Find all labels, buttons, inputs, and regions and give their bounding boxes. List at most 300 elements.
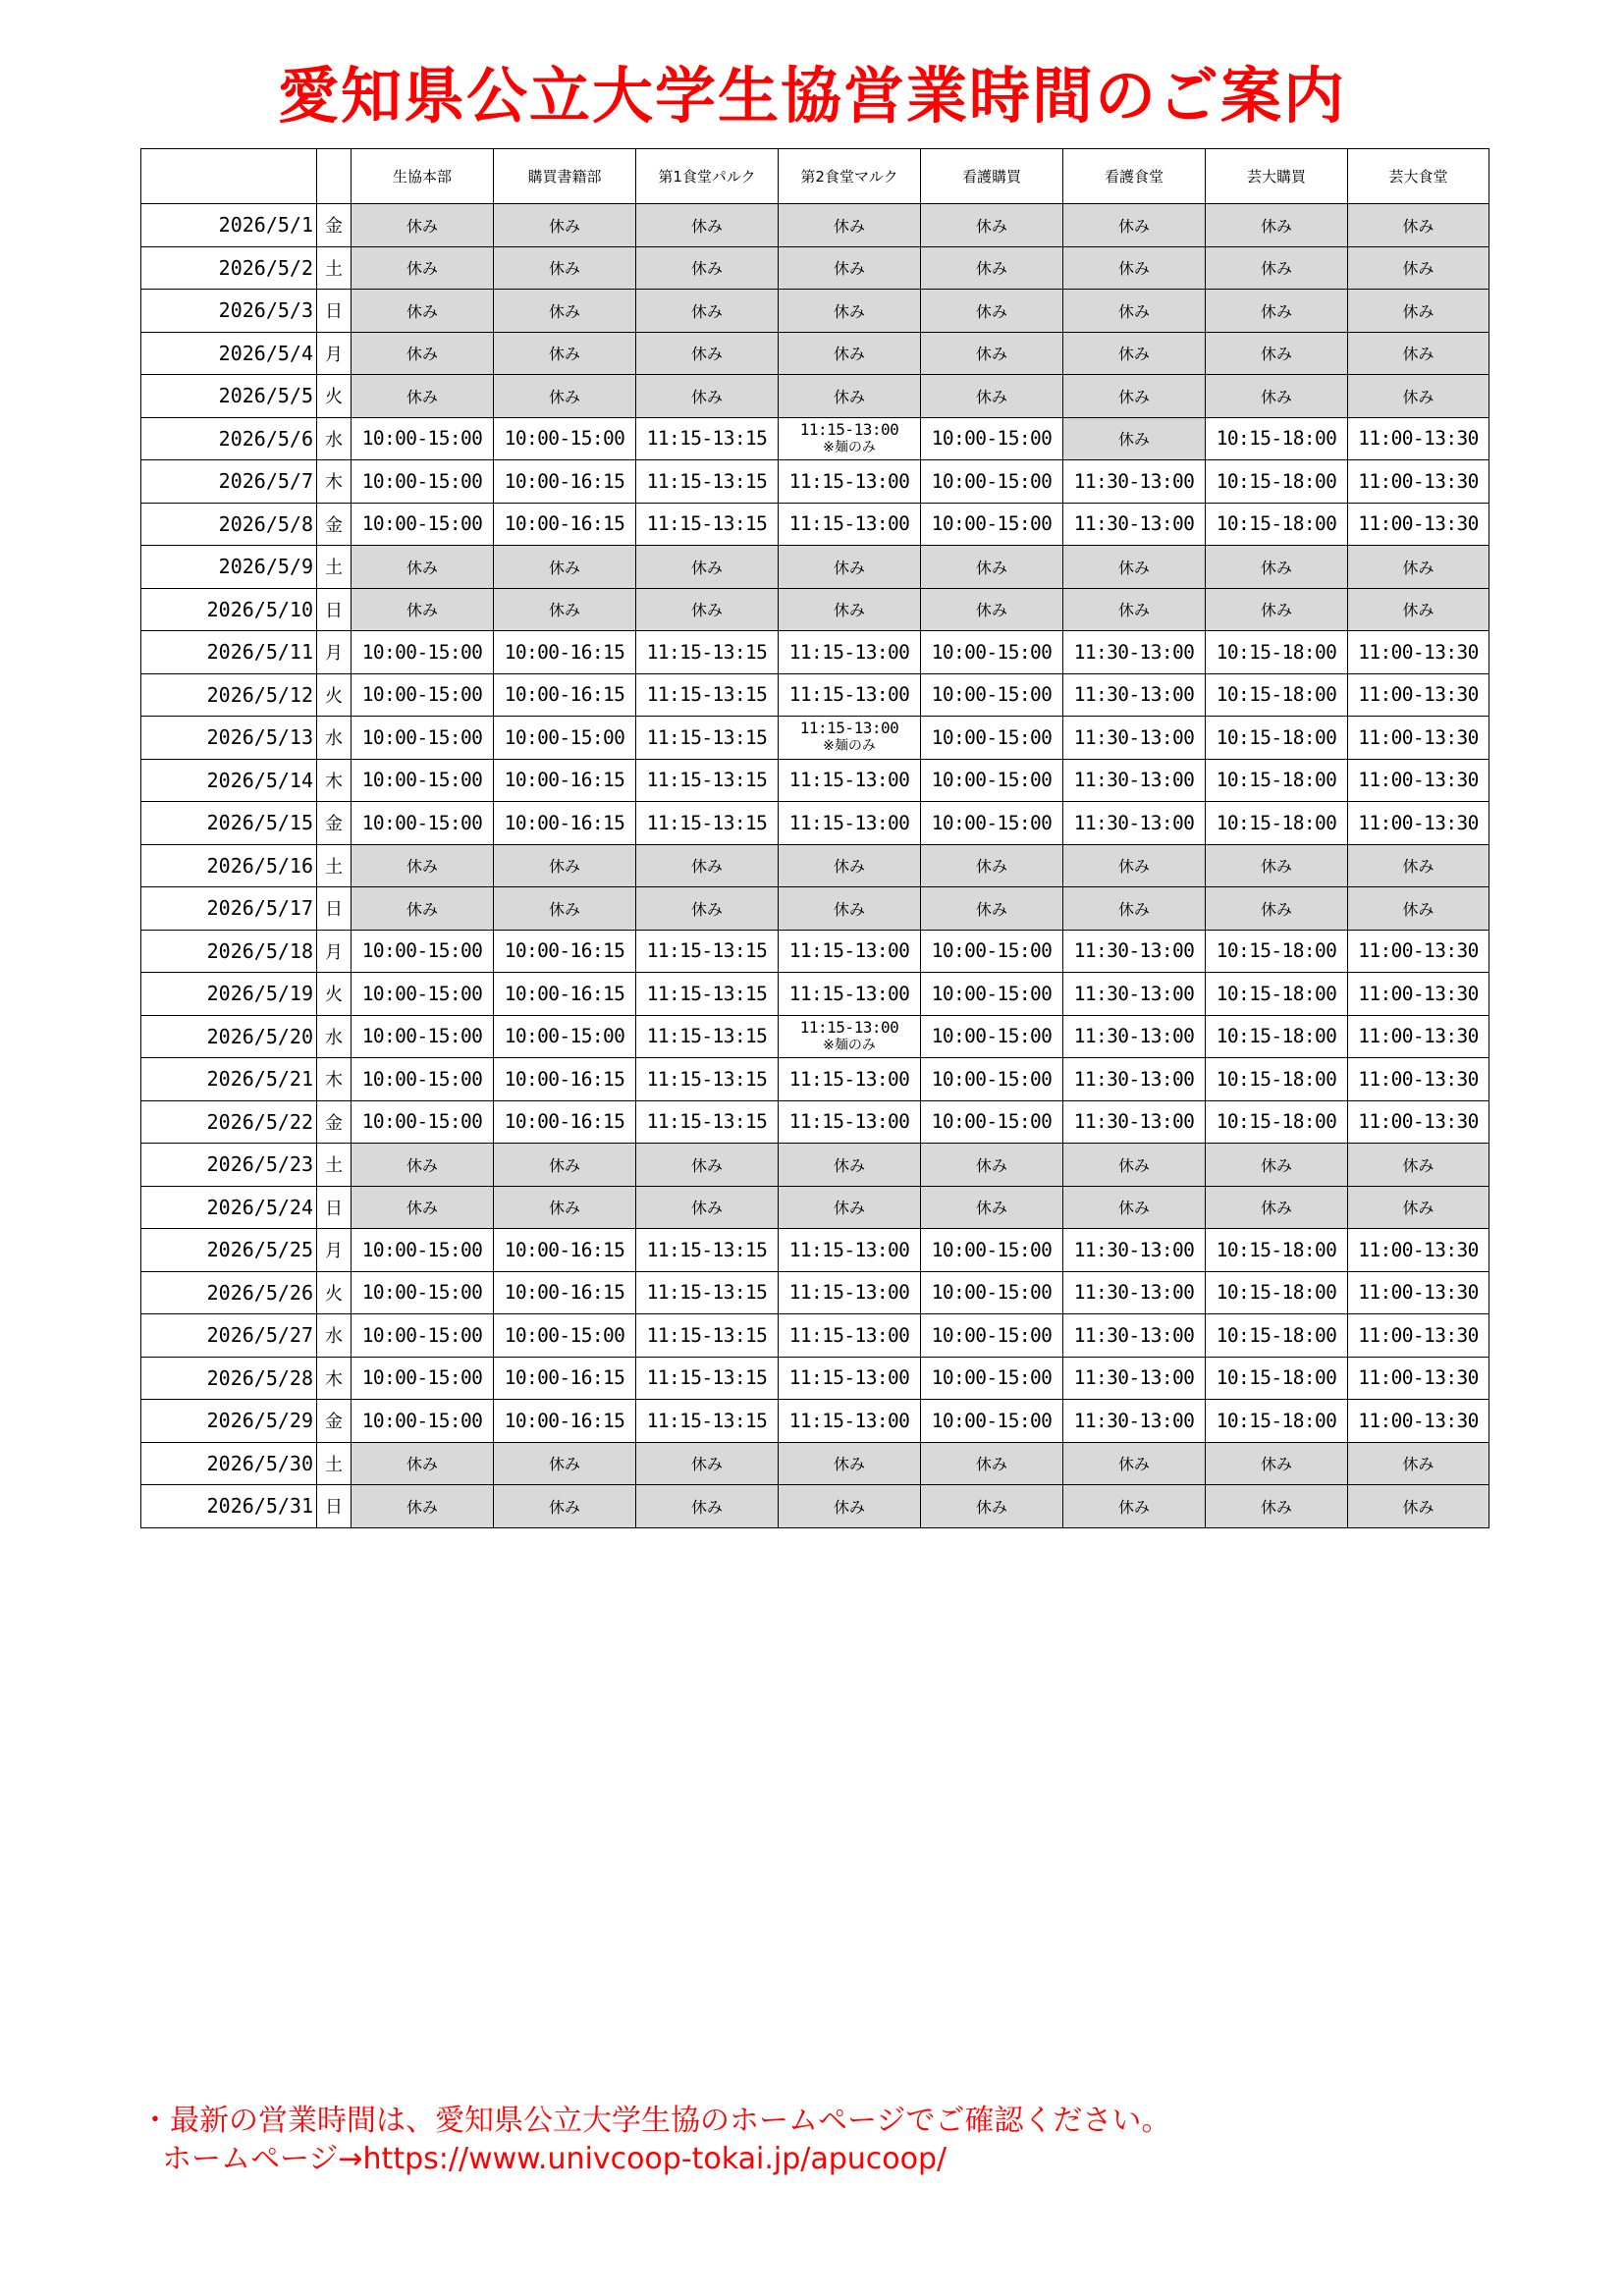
closed-cell: 休み bbox=[921, 375, 1063, 418]
hours-cell: 10:00-15:00 bbox=[352, 460, 494, 504]
hours-cell: 10:00-15:00 bbox=[921, 759, 1063, 802]
weekday-cell: 土 bbox=[317, 1442, 352, 1485]
hours-cell: 11:30-13:00 bbox=[1063, 1400, 1206, 1443]
date-cell: 2026/5/21 bbox=[141, 1058, 317, 1101]
hours-cell: 10:00-15:00 bbox=[352, 973, 494, 1016]
closed-cell: 休み bbox=[494, 1485, 636, 1528]
hours-cell: 11:15-13:15 bbox=[636, 1015, 779, 1058]
closed-cell: 休み bbox=[1063, 246, 1206, 290]
closed-cell: 休み bbox=[494, 246, 636, 290]
table-row bbox=[141, 1357, 1489, 1400]
hours-cell: 11:00-13:30 bbox=[1348, 973, 1489, 1016]
weekday-cell: 土 bbox=[317, 246, 352, 290]
hours-cell: 11:00-13:30 bbox=[1348, 930, 1489, 973]
closed-cell: 休み bbox=[494, 290, 636, 333]
closed-cell: 休み bbox=[1206, 246, 1348, 290]
closed-cell: 休み bbox=[1063, 1186, 1206, 1229]
closed-cell: 休み bbox=[352, 1442, 494, 1485]
hours-cell: 11:15-13:15 bbox=[636, 1058, 779, 1101]
closed-cell: 休み bbox=[494, 204, 636, 247]
hours-cell: 11:30-13:00 bbox=[1063, 1271, 1206, 1314]
hours-cell: 11:00-13:30 bbox=[1348, 1314, 1489, 1358]
weekday-cell: 日 bbox=[317, 887, 352, 931]
closed-cell: 休み bbox=[1348, 290, 1489, 333]
hours-cell: 11:00-13:30 bbox=[1348, 503, 1489, 546]
table-row bbox=[141, 204, 1489, 247]
date-cell: 2026/5/18 bbox=[141, 930, 317, 973]
hours-cell: 10:15-18:00 bbox=[1206, 1058, 1348, 1101]
closed-cell: 休み bbox=[1206, 204, 1348, 247]
closed-cell: 休み bbox=[921, 1144, 1063, 1187]
weekday-cell: 木 bbox=[317, 1058, 352, 1101]
hours-cell: 10:00-15:00 bbox=[921, 1100, 1063, 1144]
hours-cell: 10:00-15:00 bbox=[921, 673, 1063, 717]
weekday-cell: 金 bbox=[317, 503, 352, 546]
hours-cell: 10:15-18:00 bbox=[1206, 1271, 1348, 1314]
column-header: 第1食堂パルク bbox=[636, 149, 779, 204]
date-cell: 2026/5/29 bbox=[141, 1400, 317, 1443]
header-blank-date bbox=[141, 149, 317, 204]
closed-cell: 休み bbox=[494, 1186, 636, 1229]
hours-cell: 10:15-18:00 bbox=[1206, 1314, 1348, 1358]
date-cell: 2026/5/30 bbox=[141, 1442, 317, 1485]
closed-cell: 休み bbox=[636, 588, 779, 631]
schedule-body bbox=[141, 204, 1489, 1528]
date-cell: 2026/5/23 bbox=[141, 1144, 317, 1187]
closed-cell: 休み bbox=[1063, 887, 1206, 931]
date-cell: 2026/5/16 bbox=[141, 844, 317, 887]
closed-cell: 休み bbox=[352, 844, 494, 887]
hours-cell: 11:15-13:00 bbox=[779, 1229, 921, 1272]
weekday-cell: 土 bbox=[317, 1144, 352, 1187]
hours-cell: 10:00-16:15 bbox=[494, 631, 636, 674]
closed-cell: 休み bbox=[636, 375, 779, 418]
hours-cell: 10:00-15:00 bbox=[352, 802, 494, 845]
weekday-cell: 水 bbox=[317, 417, 352, 460]
closed-cell: 休み bbox=[494, 588, 636, 631]
hours-cell: 11:00-13:30 bbox=[1348, 1058, 1489, 1101]
closed-cell: 休み bbox=[1348, 332, 1489, 375]
table-row bbox=[141, 1442, 1489, 1485]
hours-cell: 11:15-13:00 bbox=[779, 673, 921, 717]
closed-cell: 休み bbox=[352, 887, 494, 931]
weekday-cell: 火 bbox=[317, 973, 352, 1016]
date-cell: 2026/5/13 bbox=[141, 717, 317, 760]
hours-cell: 10:00-15:00 bbox=[921, 973, 1063, 1016]
weekday-cell: 日 bbox=[317, 1485, 352, 1528]
table-row bbox=[141, 844, 1489, 887]
hours-cell: 10:00-16:15 bbox=[494, 1271, 636, 1314]
hours-cell: 11:30-13:00 bbox=[1063, 673, 1206, 717]
date-cell: 2026/5/8 bbox=[141, 503, 317, 546]
hours-cell: 10:00-15:00 bbox=[352, 417, 494, 460]
hours-cell: 10:00-15:00 bbox=[352, 930, 494, 973]
date-cell: 2026/5/6 bbox=[141, 417, 317, 460]
hours-cell: 10:00-15:00 bbox=[921, 503, 1063, 546]
column-header: 芸大購買 bbox=[1206, 149, 1348, 204]
closed-cell: 休み bbox=[779, 332, 921, 375]
hours-cell: 11:30-13:00 bbox=[1063, 802, 1206, 845]
hours-cell: 11:30-13:00 bbox=[1063, 1100, 1206, 1144]
weekday-cell: 月 bbox=[317, 332, 352, 375]
hours-cell: 11:15-13:00 bbox=[779, 930, 921, 973]
hours-cell: 10:00-16:15 bbox=[494, 802, 636, 845]
table-row bbox=[141, 1100, 1489, 1144]
table-row bbox=[141, 802, 1489, 845]
hours-cell: 10:00-16:15 bbox=[494, 460, 636, 504]
date-cell: 2026/5/14 bbox=[141, 759, 317, 802]
hours-cell: 10:15-18:00 bbox=[1206, 930, 1348, 973]
date-cell: 2026/5/28 bbox=[141, 1357, 317, 1400]
hours-cell: 11:15-13:15 bbox=[636, 1357, 779, 1400]
closed-cell: 休み bbox=[494, 1144, 636, 1187]
closed-cell: 休み bbox=[779, 844, 921, 887]
date-cell: 2026/5/24 bbox=[141, 1186, 317, 1229]
hours-cell: 10:00-15:00 bbox=[921, 1015, 1063, 1058]
closed-cell: 休み bbox=[1348, 887, 1489, 931]
hours-cell: 10:00-15:00 bbox=[921, 1058, 1063, 1101]
closed-cell: 休み bbox=[352, 246, 494, 290]
closed-cell: 休み bbox=[636, 204, 779, 247]
closed-cell: 休み bbox=[779, 375, 921, 418]
hours-cell: 10:00-15:00 bbox=[921, 1357, 1063, 1400]
hours-cell: 10:15-18:00 bbox=[1206, 417, 1348, 460]
weekday-cell: 月 bbox=[317, 1229, 352, 1272]
weekday-cell: 日 bbox=[317, 1186, 352, 1229]
hours-cell: 11:00-13:30 bbox=[1348, 1271, 1489, 1314]
column-header: 芸大食堂 bbox=[1348, 149, 1489, 204]
closed-cell: 休み bbox=[494, 844, 636, 887]
date-cell: 2026/5/9 bbox=[141, 546, 317, 589]
hours-cell: 10:15-18:00 bbox=[1206, 802, 1348, 845]
closed-cell: 休み bbox=[1063, 844, 1206, 887]
date-cell: 2026/5/22 bbox=[141, 1100, 317, 1144]
closed-cell: 休み bbox=[1348, 588, 1489, 631]
closed-cell: 休み bbox=[921, 290, 1063, 333]
special-hours-time: 11:15-13:00 bbox=[799, 419, 899, 439]
hours-cell: 11:15-13:00 bbox=[779, 759, 921, 802]
closed-cell: 休み bbox=[921, 546, 1063, 589]
special-hours-time: 11:15-13:00 bbox=[799, 1017, 899, 1037]
column-header: 第2食堂マルク bbox=[779, 149, 921, 204]
hours-cell: 10:00-15:00 bbox=[921, 417, 1063, 460]
hours-cell: 10:15-18:00 bbox=[1206, 631, 1348, 674]
hours-cell: 11:15-13:15 bbox=[636, 1400, 779, 1443]
hours-cell: 11:30-13:00 bbox=[1063, 930, 1206, 973]
hours-cell: 11:15-13:00 bbox=[779, 1271, 921, 1314]
weekday-cell: 木 bbox=[317, 759, 352, 802]
weekday-cell: 木 bbox=[317, 460, 352, 504]
weekday-cell: 月 bbox=[317, 930, 352, 973]
closed-cell: 休み bbox=[636, 1485, 779, 1528]
closed-cell: 休み bbox=[352, 1485, 494, 1528]
closed-cell: 休み bbox=[921, 246, 1063, 290]
closed-cell: 休み bbox=[921, 1485, 1063, 1528]
hours-cell: 10:00-16:15 bbox=[494, 930, 636, 973]
weekday-cell: 日 bbox=[317, 290, 352, 333]
closed-cell: 休み bbox=[1206, 332, 1348, 375]
hours-cell: 11:15-13:00 bbox=[779, 1357, 921, 1400]
closed-cell: 休み bbox=[779, 887, 921, 931]
hours-cell: 11:15-13:00 bbox=[779, 802, 921, 845]
hours-cell: 10:00-15:00 bbox=[494, 1314, 636, 1358]
hours-cell: 10:00-15:00 bbox=[352, 1058, 494, 1101]
header-row bbox=[141, 149, 1489, 204]
table-row bbox=[141, 1144, 1489, 1187]
date-cell: 2026/5/26 bbox=[141, 1271, 317, 1314]
special-hours-time: 11:15-13:00 bbox=[799, 719, 899, 738]
weekday-cell: 火 bbox=[317, 673, 352, 717]
hours-cell: 10:15-18:00 bbox=[1206, 503, 1348, 546]
hours-cell: 10:00-15:00 bbox=[352, 673, 494, 717]
column-header: 生協本部 bbox=[352, 149, 494, 204]
weekday-cell: 水 bbox=[317, 717, 352, 760]
special-hours-cell bbox=[779, 417, 921, 460]
hours-cell: 11:00-13:30 bbox=[1348, 1357, 1489, 1400]
date-cell: 2026/5/7 bbox=[141, 460, 317, 504]
hours-cell: 10:15-18:00 bbox=[1206, 1400, 1348, 1443]
closed-cell: 休み bbox=[494, 546, 636, 589]
closed-cell: 休み bbox=[1206, 1442, 1348, 1485]
date-cell: 2026/5/2 bbox=[141, 246, 317, 290]
closed-cell: 休み bbox=[1063, 290, 1206, 333]
hours-cell: 11:30-13:00 bbox=[1063, 503, 1206, 546]
table-row bbox=[141, 759, 1489, 802]
hours-cell: 10:00-16:15 bbox=[494, 1357, 636, 1400]
closed-cell: 休み bbox=[636, 1144, 779, 1187]
date-cell: 2026/5/25 bbox=[141, 1229, 317, 1272]
hours-cell: 11:00-13:30 bbox=[1348, 1400, 1489, 1443]
closed-cell: 休み bbox=[779, 1442, 921, 1485]
hours-cell: 10:15-18:00 bbox=[1206, 460, 1348, 504]
table-row bbox=[141, 1058, 1489, 1101]
table-row bbox=[141, 1186, 1489, 1229]
footer-note: ・最新の営業時間は、愛知県公立大学生協のホームページでご確認ください。 bbox=[140, 2104, 1171, 2138]
closed-cell: 休み bbox=[1063, 204, 1206, 247]
closed-cell: 休み bbox=[494, 332, 636, 375]
special-hours-cell bbox=[779, 1015, 921, 1058]
weekday-cell: 水 bbox=[317, 1314, 352, 1358]
hours-cell: 10:15-18:00 bbox=[1206, 1015, 1348, 1058]
hours-cell: 11:15-13:15 bbox=[636, 717, 779, 760]
weekday-cell: 火 bbox=[317, 1271, 352, 1314]
hours-cell: 11:15-13:15 bbox=[636, 1100, 779, 1144]
closed-cell: 休み bbox=[1063, 546, 1206, 589]
closed-cell: 休み bbox=[636, 1186, 779, 1229]
hours-cell: 10:15-18:00 bbox=[1206, 759, 1348, 802]
hours-cell: 11:15-13:00 bbox=[779, 503, 921, 546]
special-hours-note: ※麺のみ bbox=[823, 439, 876, 455]
closed-cell: 休み bbox=[779, 204, 921, 247]
table-row bbox=[141, 973, 1489, 1016]
hours-cell: 11:00-13:30 bbox=[1348, 673, 1489, 717]
closed-cell: 休み bbox=[636, 290, 779, 333]
hours-cell: 11:30-13:00 bbox=[1063, 1357, 1206, 1400]
closed-cell: 休み bbox=[636, 887, 779, 931]
hours-cell: 10:00-15:00 bbox=[494, 417, 636, 460]
hours-cell: 10:00-15:00 bbox=[352, 1400, 494, 1443]
hours-cell: 10:00-15:00 bbox=[352, 631, 494, 674]
table-row bbox=[141, 631, 1489, 674]
hours-cell: 10:00-15:00 bbox=[352, 1314, 494, 1358]
hours-cell: 11:15-13:00 bbox=[779, 973, 921, 1016]
table-row bbox=[141, 1271, 1489, 1314]
hours-cell: 10:00-15:00 bbox=[352, 717, 494, 760]
hours-cell: 10:00-15:00 bbox=[921, 631, 1063, 674]
hours-cell: 10:00-15:00 bbox=[921, 930, 1063, 973]
closed-cell: 休み bbox=[1348, 1186, 1489, 1229]
closed-cell: 休み bbox=[1206, 1186, 1348, 1229]
weekday-cell: 土 bbox=[317, 546, 352, 589]
date-cell: 2026/5/11 bbox=[141, 631, 317, 674]
hours-cell: 11:00-13:30 bbox=[1348, 759, 1489, 802]
closed-cell: 休み bbox=[494, 375, 636, 418]
date-cell: 2026/5/12 bbox=[141, 673, 317, 717]
hours-cell: 10:00-16:15 bbox=[494, 973, 636, 1016]
closed-cell: 休み bbox=[779, 246, 921, 290]
hours-cell: 10:00-15:00 bbox=[352, 503, 494, 546]
hours-cell: 11:15-13:00 bbox=[779, 460, 921, 504]
hours-cell: 10:00-16:15 bbox=[494, 503, 636, 546]
hours-cell: 11:15-13:15 bbox=[636, 1271, 779, 1314]
table-row bbox=[141, 503, 1489, 546]
closed-cell: 休み bbox=[494, 887, 636, 931]
closed-cell: 休み bbox=[1063, 1144, 1206, 1187]
closed-cell: 休み bbox=[494, 1442, 636, 1485]
table-row bbox=[141, 375, 1489, 418]
closed-cell: 休み bbox=[1063, 1485, 1206, 1528]
hours-cell: 10:00-15:00 bbox=[494, 717, 636, 760]
table-row bbox=[141, 1314, 1489, 1358]
footer-url-line: ホームページ→https://www.univcoop-tokai.jp/apucoop/ bbox=[162, 2142, 947, 2176]
closed-cell: 休み bbox=[921, 1442, 1063, 1485]
closed-cell: 休み bbox=[779, 1485, 921, 1528]
closed-cell: 休み bbox=[1348, 844, 1489, 887]
hours-cell: 10:00-15:00 bbox=[921, 802, 1063, 845]
weekday-cell: 火 bbox=[317, 375, 352, 418]
hours-cell: 11:15-13:15 bbox=[636, 417, 779, 460]
hours-cell: 11:00-13:30 bbox=[1348, 717, 1489, 760]
hours-cell: 11:15-13:15 bbox=[636, 973, 779, 1016]
closed-cell: 休み bbox=[779, 546, 921, 589]
table-row bbox=[141, 546, 1489, 589]
hours-cell: 10:00-15:00 bbox=[921, 1271, 1063, 1314]
hours-cell: 10:00-15:00 bbox=[352, 1015, 494, 1058]
hours-cell: 10:15-18:00 bbox=[1206, 973, 1348, 1016]
closed-cell: 休み bbox=[1063, 417, 1206, 460]
special-hours-note: ※麺のみ bbox=[823, 1037, 876, 1053]
table-row bbox=[141, 887, 1489, 931]
hours-cell: 11:30-13:00 bbox=[1063, 1229, 1206, 1272]
table-row bbox=[141, 673, 1489, 717]
closed-cell: 休み bbox=[1206, 375, 1348, 418]
closed-cell: 休み bbox=[779, 290, 921, 333]
hours-cell: 11:15-13:15 bbox=[636, 759, 779, 802]
closed-cell: 休み bbox=[779, 1144, 921, 1187]
date-cell: 2026/5/17 bbox=[141, 887, 317, 931]
closed-cell: 休み bbox=[921, 844, 1063, 887]
closed-cell: 休み bbox=[921, 887, 1063, 931]
table-row bbox=[141, 588, 1489, 631]
hours-cell: 11:30-13:00 bbox=[1063, 717, 1206, 760]
date-cell: 2026/5/1 bbox=[141, 204, 317, 247]
hours-cell: 11:30-13:00 bbox=[1063, 759, 1206, 802]
table-row bbox=[141, 1400, 1489, 1443]
hours-cell: 11:15-13:00 bbox=[779, 1100, 921, 1144]
hours-cell: 10:00-16:15 bbox=[494, 1100, 636, 1144]
hours-cell: 10:15-18:00 bbox=[1206, 717, 1348, 760]
hours-cell: 11:15-13:00 bbox=[779, 1058, 921, 1101]
hours-cell: 10:00-15:00 bbox=[921, 1229, 1063, 1272]
hours-cell: 10:00-15:00 bbox=[921, 1314, 1063, 1358]
schedule-table bbox=[140, 148, 1489, 1528]
weekday-cell: 木 bbox=[317, 1357, 352, 1400]
date-cell: 2026/5/4 bbox=[141, 332, 317, 375]
weekday-cell: 土 bbox=[317, 844, 352, 887]
hours-cell: 11:15-13:15 bbox=[636, 673, 779, 717]
hours-cell: 10:15-18:00 bbox=[1206, 673, 1348, 717]
weekday-cell: 月 bbox=[317, 631, 352, 674]
closed-cell: 休み bbox=[921, 588, 1063, 631]
closed-cell: 休み bbox=[1206, 887, 1348, 931]
closed-cell: 休み bbox=[1348, 1485, 1489, 1528]
hours-cell: 11:00-13:30 bbox=[1348, 1100, 1489, 1144]
closed-cell: 休み bbox=[1206, 1485, 1348, 1528]
closed-cell: 休み bbox=[352, 375, 494, 418]
closed-cell: 休み bbox=[1063, 332, 1206, 375]
date-cell: 2026/5/20 bbox=[141, 1015, 317, 1058]
table-row bbox=[141, 717, 1489, 760]
date-cell: 2026/5/19 bbox=[141, 973, 317, 1016]
weekday-cell: 金 bbox=[317, 1100, 352, 1144]
closed-cell: 休み bbox=[779, 588, 921, 631]
hours-cell: 11:15-13:15 bbox=[636, 460, 779, 504]
hours-cell: 11:30-13:00 bbox=[1063, 1314, 1206, 1358]
closed-cell: 休み bbox=[1063, 1442, 1206, 1485]
weekday-cell: 日 bbox=[317, 588, 352, 631]
date-cell: 2026/5/3 bbox=[141, 290, 317, 333]
page-title: 愛知県公立大学生協営業時間のご案内 bbox=[277, 60, 1346, 132]
hours-cell: 10:00-15:00 bbox=[921, 717, 1063, 760]
hours-cell: 11:00-13:30 bbox=[1348, 802, 1489, 845]
closed-cell: 休み bbox=[1063, 588, 1206, 631]
table-row bbox=[141, 246, 1489, 290]
hours-cell: 11:15-13:00 bbox=[779, 1314, 921, 1358]
closed-cell: 休み bbox=[1348, 375, 1489, 418]
closed-cell: 休み bbox=[1206, 1144, 1348, 1187]
closed-cell: 休み bbox=[1206, 546, 1348, 589]
hours-cell: 10:00-15:00 bbox=[352, 1229, 494, 1272]
closed-cell: 休み bbox=[352, 204, 494, 247]
date-cell: 2026/5/15 bbox=[141, 802, 317, 845]
weekday-cell: 水 bbox=[317, 1015, 352, 1058]
hours-cell: 11:00-13:30 bbox=[1348, 631, 1489, 674]
hours-cell: 11:30-13:00 bbox=[1063, 1015, 1206, 1058]
closed-cell: 休み bbox=[352, 546, 494, 589]
hours-cell: 10:00-15:00 bbox=[352, 759, 494, 802]
hours-cell: 10:00-16:15 bbox=[494, 1400, 636, 1443]
hours-cell: 10:00-16:15 bbox=[494, 1058, 636, 1101]
table-row bbox=[141, 417, 1489, 460]
date-cell: 2026/5/27 bbox=[141, 1314, 317, 1358]
hours-cell: 11:00-13:30 bbox=[1348, 417, 1489, 460]
hours-cell: 11:15-13:15 bbox=[636, 503, 779, 546]
header-blank-dow bbox=[317, 149, 352, 204]
closed-cell: 休み bbox=[921, 332, 1063, 375]
hours-cell: 11:00-13:30 bbox=[1348, 460, 1489, 504]
date-cell: 2026/5/5 bbox=[141, 375, 317, 418]
hours-cell: 11:15-13:00 bbox=[779, 1400, 921, 1443]
